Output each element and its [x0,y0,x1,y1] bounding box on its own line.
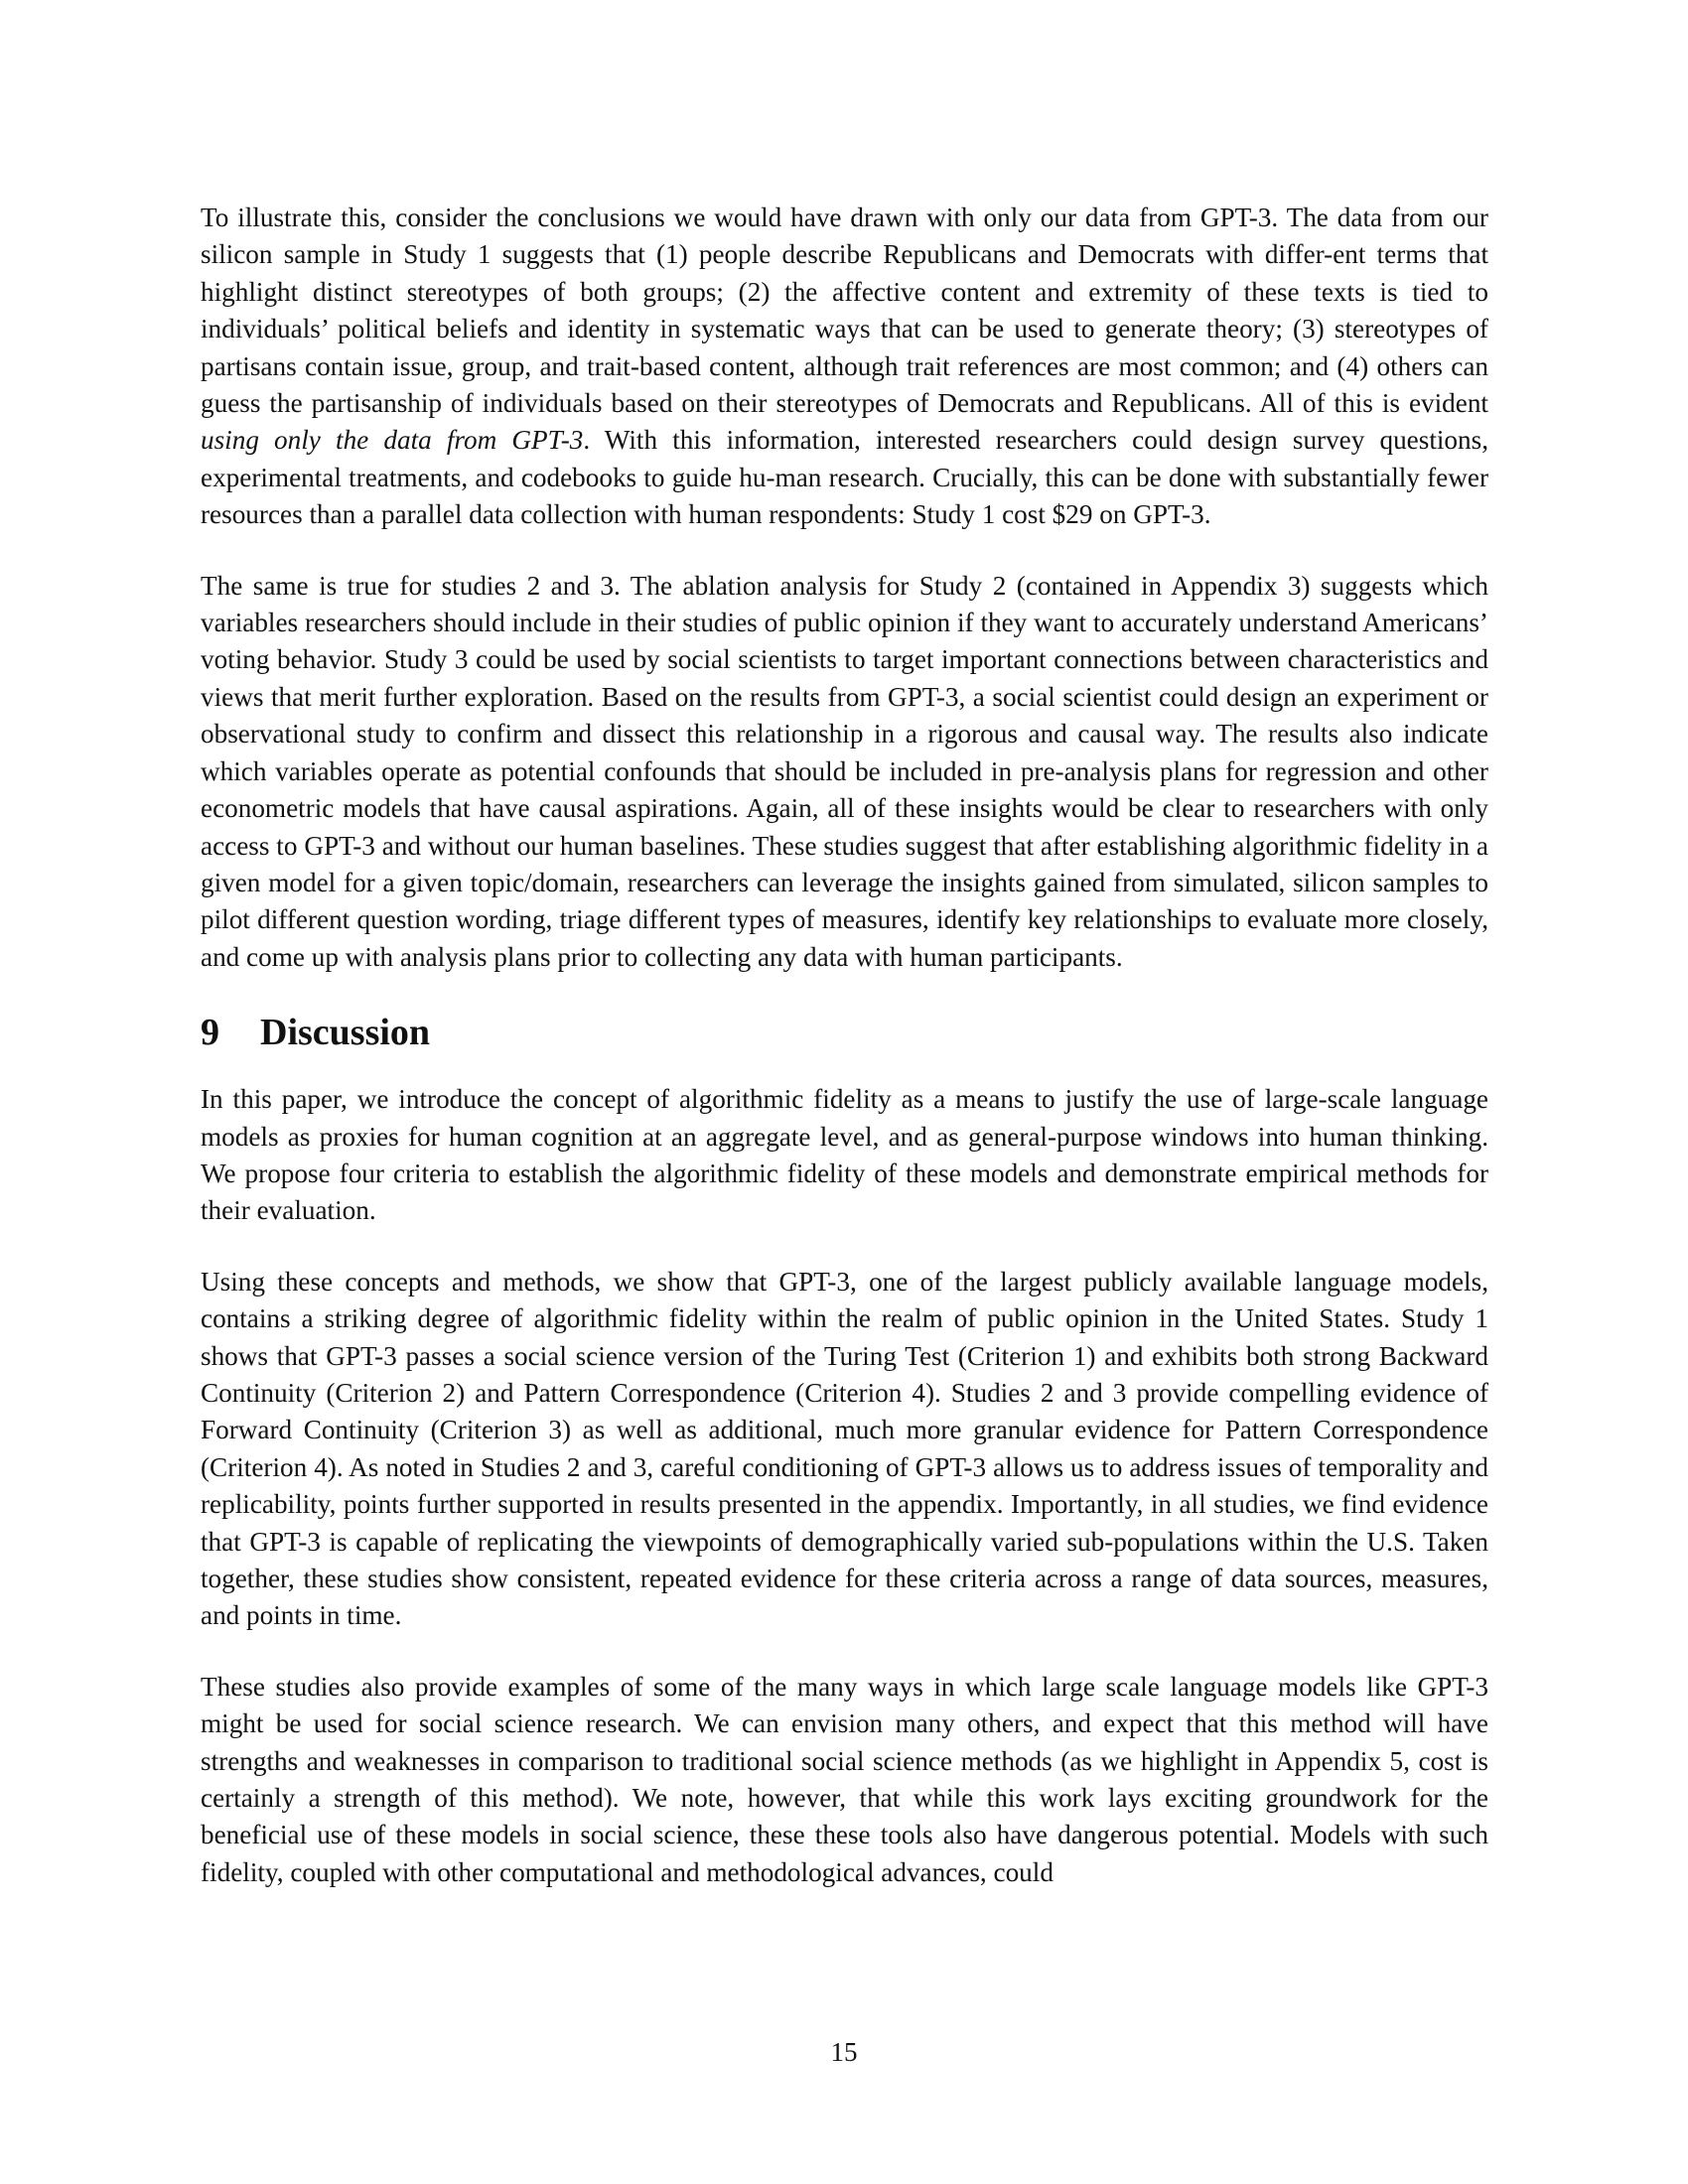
paragraph-discussion-findings: Using these concepts and methods, we show that GPT-3, one of the largest publicly available language models, contains a striking degree of algorithmic fidelity within the realm of public opinion in the United States. Study 1 shows that GPT-3 passes a social science version of the Turing Test (Criterion 1) and exhibits both strong Backward Continuity (Criterion 2) and Pattern Correspondence (Criterion 4). Studies 2 and 3 provide compelling evidence of Forward Continuity (Criterion 3) as well as additional, much more granular evidence for Pattern Correspondence (Criterion 4). As noted in Studies 2 and 3, careful conditioning of GPT-3 allows us to address issues of temporality and replicability, points further supported in results presented in the appendix. Importantly, in all studies, we find evidence that GPT-3 is capable of replicating the viewpoints of demographically varied sub-populations within the U.S. Taken together, these studies show consistent, repeated evidence for these criteria across a range of data sources, measures, and points in time. [201,1266,1488,1631]
section-title: Discussion [260,1012,431,1054]
paragraph-discussion-intro: In this paper, we introduce the concept of algorithmic fidelity as a means to justify the use of large-scale language models as proxies for human cognition at an aggregate level, and as general-purpose windows into human thinking. We propose four criteria to establish the algorithmic fidelity of these models and demonstrate empirical methods for their evaluation. [201,1084,1488,1226]
paragraph-text-segment: To illustrate this, consider the conclusions we would have drawn with only our data from GPT-3. The data from our silicon sample in Study 1 suggests that (1) people describe Republicans and Democrats with differ-ent terms that highlight distinct stereotypes of both groups; (2) the affective content and extremity of these texts is tied to individuals’ political beliefs and identity in systematic ways that can be used to generate theory; (3) stereotypes of partisans contain issue, group, and trait-based content, although trait references are most common; and (4) others can guess the partisanship of individuals based on their stereotypes of Democrats and Republicans. All of this is evident [201,203,1488,419]
paragraph-studies-2-and-3: The same is true for studies 2 and 3. The ablation analysis for Study 2 (contained in Appendix 3) suggests which variables researchers should include in their studies of public opinion if they want to accurately understand Americans’ voting behavior. Study 3 could be used by social scientists to target important connections between characteristics and views that merit further exploration. Based on the results from GPT-3, a social scientist could design an experiment or observational study to confirm and dissect this relationship in a rigorous and causal way. The results also indicate which variables operate as potential confounds that should be included in pre-analysis plans for regression and other econometric models that have causal aspirations. Again, all of these insights would be clear to researchers with only access to GPT-3 and without our human baselines. These studies suggest that after establishing algorithmic fidelity in a given model for a given topic/domain, researchers can leverage the insights gained from simulated, silicon samples to pilot different question wording, triage different types of measures, identify key relationships to evaluate more closely, and come up with analysis plans prior to collecting any data with human participants. [201,570,1488,972]
paragraph-discussion-uses: These studies also provide examples of some of the many ways in which large scale language models like GPT-3 might be used for social science research. We can envision many others, and expect that this method will have strengths and weaknesses in comparison to traditional social science methods (as we highlight in Appendix 5, cost is certainly a strength of this method). We note, however, that while this work lays exciting groundwork for the beneficial use of these models in social science, these these tools also have dangerous potential. Models with such fidelity, coupled with other computational and methodological advances, could [201,1671,1488,1887]
paragraph-illustrate-conclusions [201,200,1488,534]
section-number: 9 [201,1012,219,1054]
paragraph-emphasis: using only the data from GPT-3 [201,425,584,456]
page-body [201,200,1488,1925]
paragraph-text-segment: . With this information, interested researchers could design survey questions, experimental treatments, and codebooks to guide hu-man research. Crucially, this can be done with substantially fewer resources than a parallel data collection with human respondents: Study 1 cost $29 on GPT-3. [201,425,1488,530]
page-number: 15 [830,2037,858,2067]
section-heading [201,1010,1488,1055]
